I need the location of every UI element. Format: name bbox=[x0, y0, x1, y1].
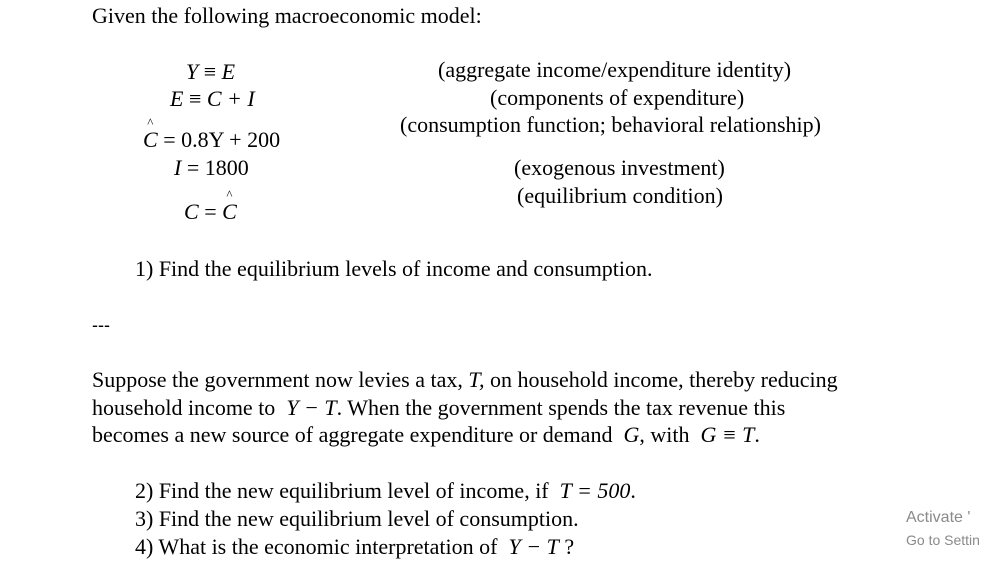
equation-identity bbox=[186, 61, 235, 83]
equation-components bbox=[170, 88, 255, 110]
p1-text-b: on household income, thereby reducing bbox=[489, 367, 838, 392]
p2-expression: Y − T bbox=[286, 395, 337, 420]
equation-investment bbox=[174, 157, 249, 179]
q2-text: 2) Find the new equilibrium level of income, if bbox=[135, 478, 549, 503]
equation-equilibrium bbox=[184, 201, 237, 223]
p3-g-symbol: G bbox=[623, 422, 640, 447]
eq1-rhs: E bbox=[221, 59, 236, 84]
q4-text: 4) What is the economic interpretation of bbox=[135, 534, 498, 559]
question-2 bbox=[135, 480, 636, 502]
eq2-rhs: C + I bbox=[206, 86, 255, 111]
q2-expression: T = 500 bbox=[559, 478, 631, 503]
eq5-rhs-c-hat: ^ C bbox=[222, 201, 237, 223]
question-3: 3) Find the new equilibrium level of consumption. bbox=[135, 506, 579, 531]
eq1-op: ≡ bbox=[203, 59, 217, 84]
p3-end: . bbox=[754, 422, 760, 447]
equation-consumption-function bbox=[143, 129, 280, 151]
p3-text-a: becomes a new source of aggregate expenditure or demand bbox=[92, 422, 613, 447]
desc-equilibrium: (equilibrium condition) bbox=[517, 183, 723, 208]
intro-text: Given the following macroeconomic model: bbox=[92, 3, 482, 28]
separator: --- bbox=[92, 315, 110, 335]
question-4 bbox=[135, 536, 574, 558]
eq5-op: = bbox=[204, 199, 217, 224]
desc-consumption-function: (consumption function; behavioral relationship) bbox=[400, 112, 821, 137]
p1-text-a: Suppose the government now levies a tax, bbox=[92, 367, 463, 392]
settings-watermark: Go to Settin bbox=[906, 532, 980, 548]
p3-expression: G ≡ T bbox=[700, 422, 755, 447]
activate-windows-watermark: Activate ' bbox=[906, 509, 971, 526]
eq3-lhs-c-hat: ^ C bbox=[143, 129, 158, 151]
desc-identity: (aggregate income/expenditure identity) bbox=[438, 57, 792, 82]
q4-end: ? bbox=[564, 534, 575, 559]
desc-components: (components of expenditure) bbox=[490, 85, 745, 110]
eq4-lhs: I bbox=[174, 155, 182, 180]
eq2-lhs: E bbox=[170, 86, 184, 111]
paragraph-line-1 bbox=[92, 369, 838, 391]
p3-text-b: , with bbox=[639, 422, 690, 447]
eq3-rhs: = 0.8Y + 200 bbox=[163, 127, 281, 152]
q2-end: . bbox=[630, 478, 636, 503]
desc-investment: (exogenous investment) bbox=[514, 155, 725, 180]
paragraph-line-3 bbox=[92, 424, 760, 446]
p2-text-b: . When the government spends the tax revenue this bbox=[336, 395, 786, 420]
eq4-rhs: = 1800 bbox=[186, 155, 249, 180]
eq2-op: ≡ bbox=[188, 86, 202, 111]
paragraph-line-2 bbox=[92, 397, 785, 419]
question-1: 1) Find the equilibrium levels of income and consumption. bbox=[135, 256, 653, 281]
p1-tax-symbol: T, bbox=[468, 367, 485, 392]
eq5-lhs: C bbox=[184, 199, 199, 224]
p2-text-a: household income to bbox=[92, 395, 276, 420]
q4-expression: Y − T bbox=[508, 534, 559, 559]
eq1-lhs: Y bbox=[186, 59, 199, 84]
